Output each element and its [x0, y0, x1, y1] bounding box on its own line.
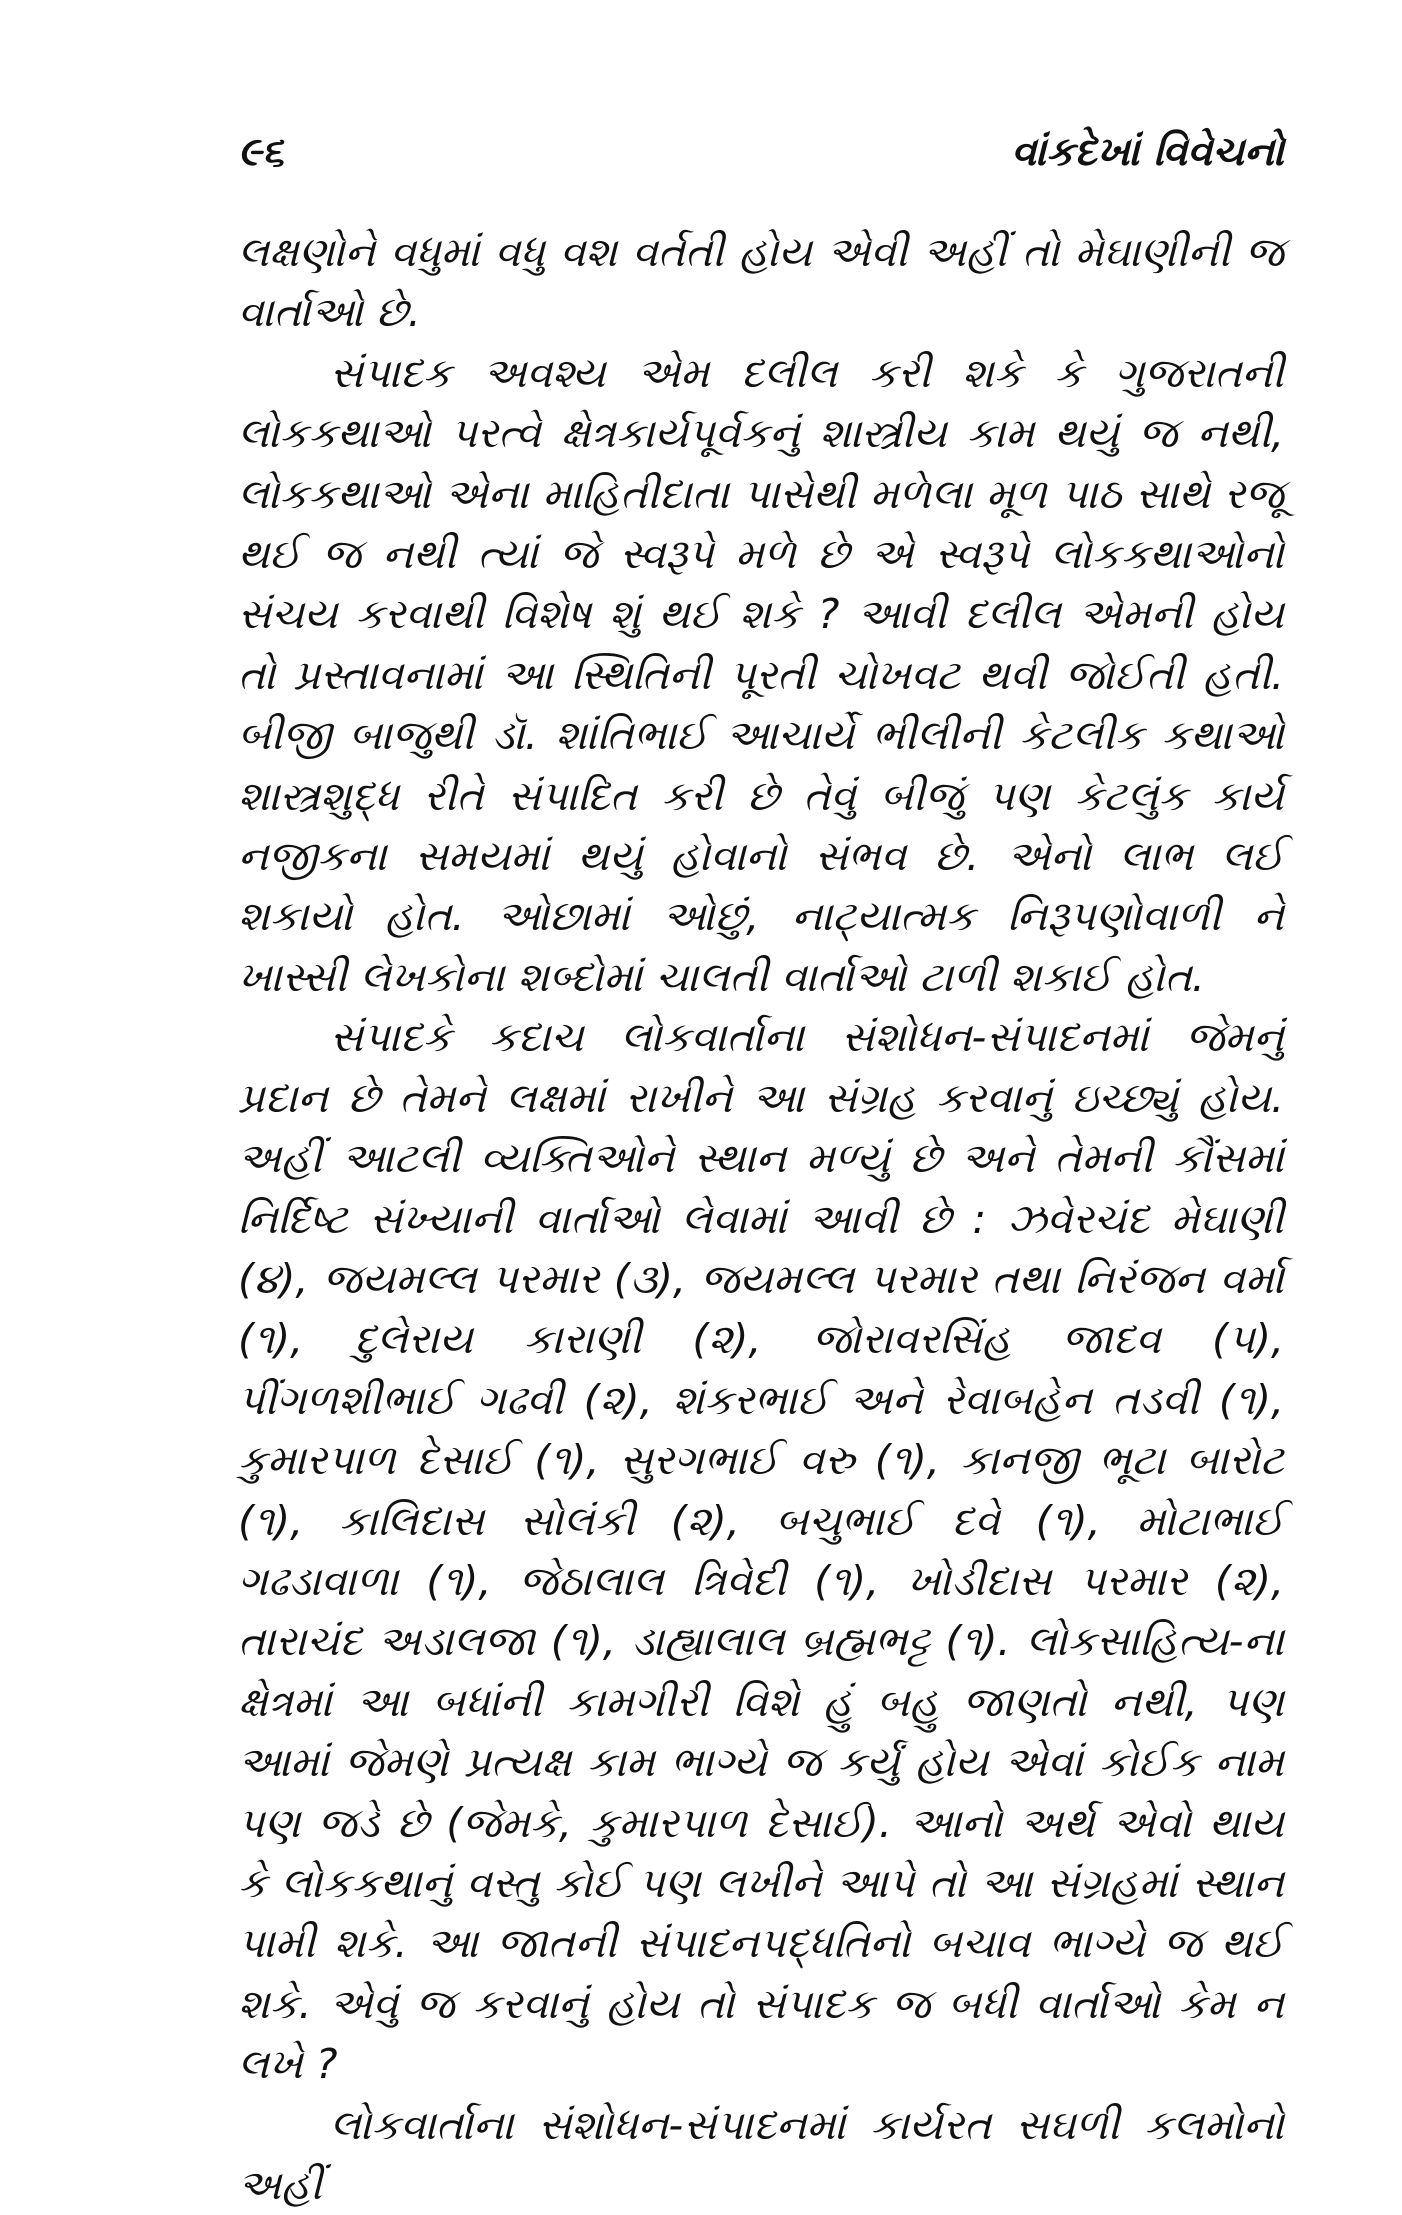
paragraph: સંપાદકે કદાચ લોકવાર્તાના સંશોધન-સંપાદનમાં જેમનું પ્રદાન છે તેમને લક્ષમાં રાખીને આ સંગ્રહ કરવાનું ઇચ્છ્યું હોય. અહીં આટલી વ્યક્તિઓને સ્થાન મળ્યું છે અને તેમની કૌંસમાં નિર્દિષ્ટ સંખ્યાની વાર્તાઓ લેવામાં આવી છે : ઝવેરચંદ મેઘાણી (૪), જયમલ્લ પરમાર (૩), જયમલ્લ પરમાર તથા નિરંજન વર્મા (૧), દુલેરાય કારાણી (૨), જોરાવરસિંહ જાદવ (૫), પીંગળશીભાઈ ગઢવી (૨), શંકરભાઈ અને રેવાબહેન તડવી (૧), કુમારપાળ દેસાઈ (૧), સુરગભાઈ વરુ (૧), કાનજી ભૂટા બારોટ (૧), કાલિદાસ સોલંકી (૨), બચુભાઈ દવે (૧), મોટાભાઈ ગઢડાવાળા (૧), જેઠાલાલ ત્રિવેદી (૧), ખોડીદાસ પરમાર (૨), તારાચંદ અડાલજા (૧), ડાહ્યાલાલ બ્રહ્મભટ્ટ (૧). લોકસાહિત્ય-ના ક્ષેત્રમાં આ બધાંની કામગીરી વિશે હું બહુ જાણતો નથી, પણ આમાં જેમણે પ્રત્યક્ષ કામ ભાગ્યે જ કર્યું હોય એવાં કોઈક નામ પણ જડે છે (જેમકે, કુમારપાળ દેસાઈ). આનો અર્થ એવો થાય કે લોકકથાનું વસ્તુ કોઈ પણ લખીને આપે તો આ સંગ્રહમાં સ્થાન પામી શકે. આ જાતની સંપાદનપદ્ધતિનો બચાવ ભાગ્યે જ થઈ શકે. એવું જ કરવાનું હોય તો સંપાદક જ બધી વાર્તાઓ કેમ ન લખે ? — [238, 1013, 1284, 2089]
running-title: વાંકદેખાં વિવેચનો — [1011, 129, 1284, 175]
paragraph: લોકવાર્તાના સંશોધન-સંપાદનમાં કાર્યરત સઘળી કલમોનો અહીં — [238, 2100, 1284, 2209]
page-number: ૯૬ — [238, 129, 285, 175]
paragraph: સંપાદક અવશ્ય એમ દલીલ કરી શકે કે ગુજરાતની લોકકથાઓ પરત્વે ક્ષેત્રકાર્યપૂર્વકનું શાસ્ત્રીય કામ થયું જ નથી, લોકકથાઓ એના માહિતીદાતા પાસેથી મળેલા મૂળ પાઠ સાથે રજૂ થઈ જ નથી ત્યાં જે સ્વરૂપે મળે છે એ સ્વરૂપે લોકકથાઓનો સંચય કરવાથી વિશેષ શું થઈ શકે ? આવી દલીલ એમની હોય તો પ્રસ્તાવનામાં આ સ્થિતિની પૂરતી ચોખવટ થવી જોઈતી હતી. બીજી બાજુથી ડૉ. શાંતિભાઈ આચાર્યે ભીલીની કેટલીક કથાઓ શાસ્ત્રશુદ્ધ રીતે સંપાદિત કરી છે તેવું બીજું પણ કેટલુંક કાર્ય નજીકના સમયમાં થયું હોવાનો સંભવ છે. એનો લાભ લઈ શકાયો હોત. ઓછામાં ઓછું, નાટ્યાત્મક નિરૂપણોવાળી ને ખાસ્સી લેખકોના શબ્દોમાં ચાલતી વાર્તાઓ ટાળી શકાઈ હોત. — [238, 348, 1284, 1001]
running-header — [238, 122, 1284, 182]
paragraph-continuation: લક્ષણોને વધુમાં વધુ વશ વર્તતી હોય એવી અહીં તો મેઘાણીની જ વાર્તાઓ છે. — [238, 228, 1284, 337]
body-text — [238, 222, 1284, 2215]
